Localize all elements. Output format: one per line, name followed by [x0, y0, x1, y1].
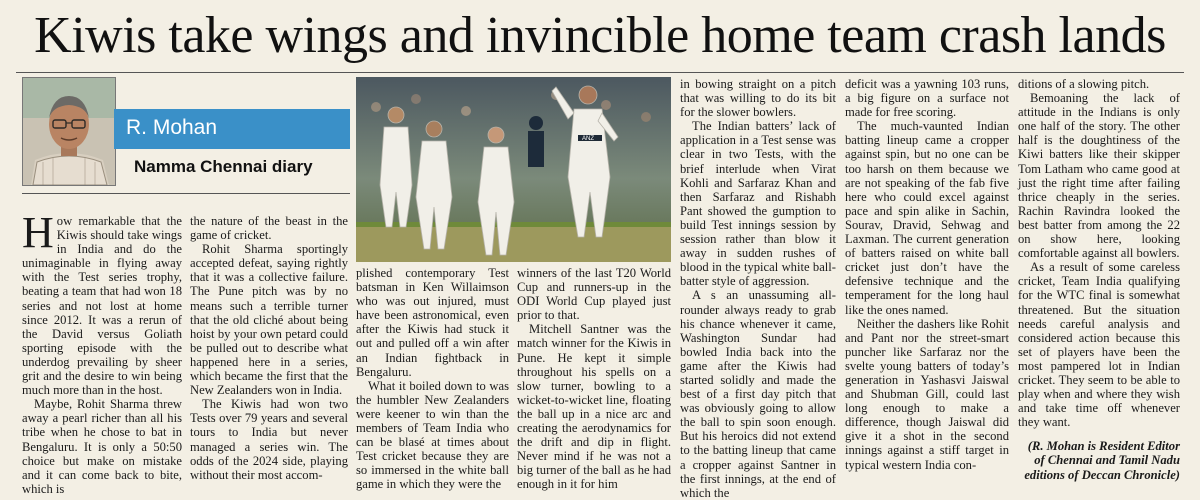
byline-box [22, 77, 350, 189]
paragraph: ditions of a slowing pitch. [1018, 77, 1150, 91]
news-photo [356, 77, 671, 262]
article-column-6 [845, 77, 1009, 472]
article-column-2 [190, 214, 348, 482]
article-column-4 [517, 266, 671, 492]
author-name-band [114, 109, 350, 149]
article-column-5 [680, 77, 836, 500]
paragraph: Rohit Sharma sportingly accepted defeat, saying rightly that it was a collective failure. The Pune pitch was by no means such a terrible turner that the old cliché about being hoist by your own petard could be pulled out to describe what happened here in a series, which became the first that the New Zealanders won in India. [190, 242, 348, 398]
paragraph: deficit was a yawning 103 runs, a big figure on a surface not made for free scoring. [845, 77, 1009, 120]
article-column-1 [22, 208, 182, 496]
paragraph: the nature of the beast in the game of cricket. [190, 214, 348, 243]
paragraph [22, 208, 182, 398]
paragraph-text: ow remarkable that the Kiwis should take wings in India and do the unimaginable in flying away with the Test series trophy, beating a team that had won 18 series and not lost at home since 2012. It was a rerun of the David versus Goliath sporting episode with the underdog prevailing by sheer grit and the desire to win being much more than in the host. [22, 214, 182, 398]
shirt-text: ANZ [582, 136, 594, 142]
article-column-3 [356, 266, 509, 492]
paragraph: The much-vaunted Indian batting lineup came a cropper against spin, but no one can be too harsh on them because we are not speaking of the fab five here who could excel against pace and spin alike in Sachin, Sourav, Dravid, Sehwag and Laxman. The current generation of batters raised on white ball cricket just don’t have the defensive technique and the temperament for the long haul like the ones named. [845, 119, 1009, 317]
author-name: R. Mohan [126, 116, 218, 139]
headline-rule [16, 72, 1184, 73]
paragraph: Mitchell Santner was the match winner for the Kiwis in Pune. He kept it simple throughout his spells on a slow turner, bowling to a wicket-to-wicket line, floating the ball up in a nice arc and creating the aerodynamics for the drift and dip in flight. Never mind if he was not a big turner of the ball as he had enough in it for him [517, 322, 671, 492]
paragraph: What it boiled down to was the humbler New Zealanders were keener to win than the members of Team India who can be blasé at times about Test cricket because they are so immersed in the white ball game in which they were the [356, 378, 509, 492]
headline: Kiwis take wings and invincible home team crash lands [34, 7, 1166, 64]
paragraph: A s an unassuming all-rounder always ready to grab his chance whenever it came, Washington Sundar had bowled India back into the game after the Kiwis had started solidly and made the best of a first day pitch that was obviously going to allow the ball to spin soon enough. But his heroics did not extend to the batting lineup that came a cropper against Santner in the first innings, at the end of which the [680, 288, 836, 500]
dropcap: H [22, 208, 54, 257]
author-photo [22, 77, 116, 186]
new-zealand-players-celebrating-icon [356, 77, 671, 262]
paragraph: The Indian batters’ lack of application in a Test sense was clear in two Tests, with the brief interlude when Virat Kohli and Sarfaraz Khan and then Sarfaraz and Rishabh Pant showed the gumption to build Test innings session by session rather than blow it away in sudden rushes of blood in the typical white ball-batter style of aggression. [680, 119, 836, 289]
column-name: Namma Chennai diary [134, 157, 313, 176]
paragraph: As a result of some careless cricket, Team India qualifying for the WTC final is somewhat threatened. But the situation needs careful analysis and considered action because this set of players have been the most pampered lot in Indian cricket. They seem to be able to play when and where they wish and take time off whenever they want. [1018, 260, 1180, 430]
paragraph: Bemoaning the lack of attitude in the Indians is only one half of the story. The other half is the doughtiness of the Kiwi batters like their skipper Tom Latham who came good at just the right time after failing thrice cheaply in the series. Rachin Ravindra looked the best batter from among the 22 on show here, looking comfortable against all bowlers. [1018, 91, 1180, 261]
paragraph: plished contemporary Test batsman in Ken Willaimson who was out injured, must have been astronomical, even after the Kiwis had stuck it out and pulled off a win after an Indian fightback in Bengaluru. [356, 266, 509, 379]
author-portrait-icon [23, 78, 115, 185]
paragraph: Maybe, Rohit Sharma threw away a pearl richer than all his tribe when he chose to bat in Bengaluru. It is only a 50:50 choice but make on mistake and it can come back to bite, which is [22, 397, 182, 496]
byline-rule [22, 193, 350, 194]
paragraph: Neither the dashers like Rohit and Pant nor the street-smart puncher like Sarfaraz nor the svelte young batters of today’s generation in Yashasvi Jaiswal and Shubman Gill, could last long enough to make a difference, though Jaiswal did give it a shot in the second innings against a stiff target in typical western India con- [845, 316, 1009, 472]
author-credit: (R. Mohan is Resident Editor of Chennai and Tamil Nadu editions of Deccan Chronicle) [1024, 439, 1180, 482]
article-column-7 [1018, 77, 1180, 482]
paragraph: in bowing straight on a pitch that was willing to do its bit for the slower bowlers. [680, 77, 836, 120]
paragraph: winners of the last T20 World Cup and runners-up in the ODI World Cup played just prior to that. [517, 266, 671, 323]
paragraph: The Kiwis had won two Tests over 79 years and several tours to India but never managed a series win. The odds of the 2024 side, playing without their most accom- [190, 397, 348, 482]
